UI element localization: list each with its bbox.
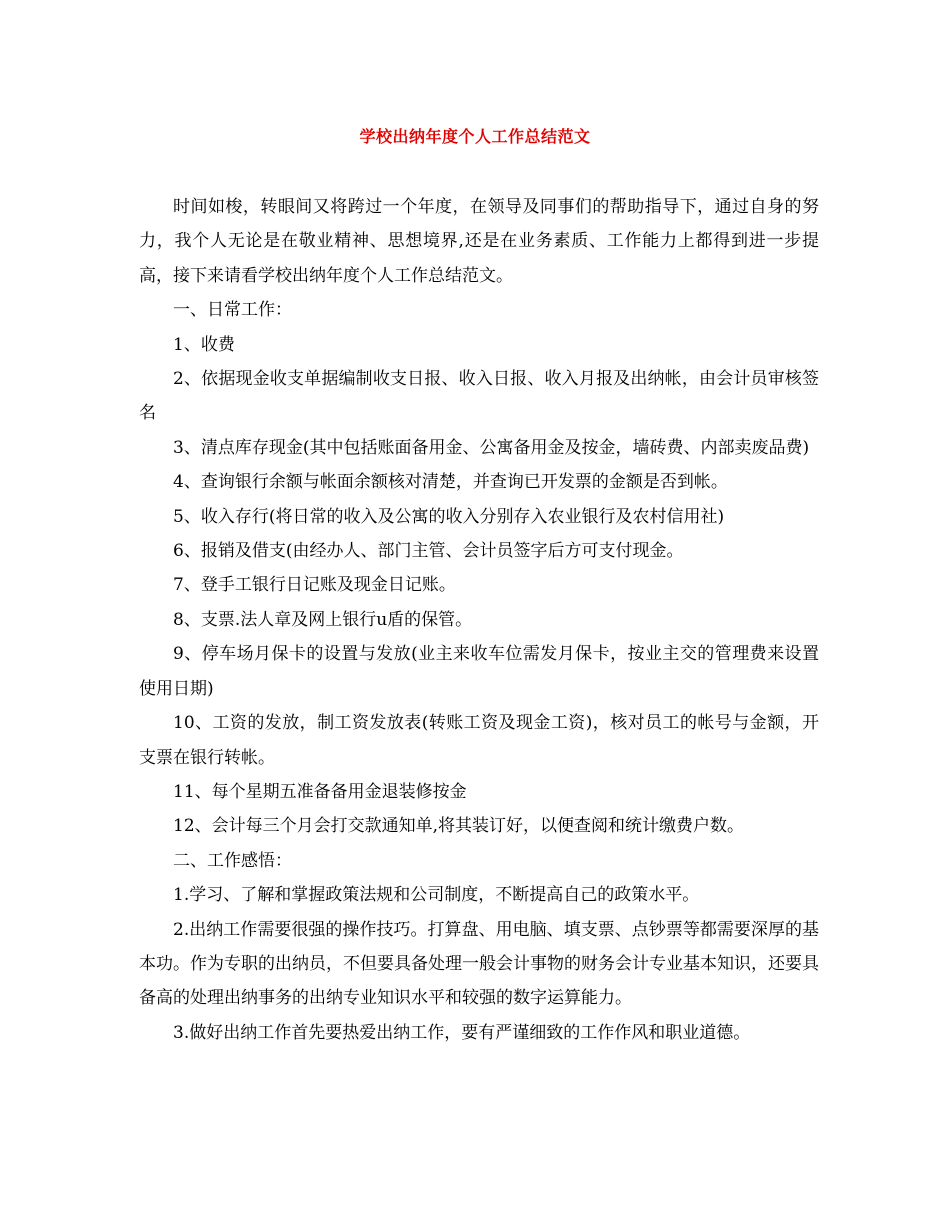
document-title: 学校出纳年度个人工作总结范文 bbox=[359, 127, 591, 146]
paragraph: 时间如梭，转眼间又将跨过一个年度，在领导及同事们的帮助指导下，通过自身的努力，我个人无论是在敬业精神、思想境界,还是在业务素质、工作能力上都得到进一步提高，接下来请看学校出纳年度个人工作总结范文。 bbox=[139, 197, 819, 286]
list-item: 5、收入存行(将日常的收入及公寓的收入分别存入农业银行及农村信用社) bbox=[173, 506, 725, 527]
list-item: 8、支票.法人章及网上银行u盾的保管。 bbox=[173, 609, 473, 630]
list-item: 4、查询银行余额与帐面余额核对清楚，并查询已开发票的金额是否到帐。 bbox=[173, 472, 728, 493]
section-heading: 二、工作感悟： bbox=[173, 850, 292, 871]
document-body bbox=[139, 190, 819, 1050]
list-item: 3.做好出纳工作首先要热爱出纳工作，要有严谨细致的工作作风和职业道德。 bbox=[173, 1022, 751, 1043]
list-item: 11、每个星期五准备备用金退装修按金 bbox=[173, 781, 467, 802]
list-item: 2.出纳工作需要很强的操作技巧。打算盘、用电脑、填支票、点钞票等都需要深厚的基本功。作为专职的出纳员，不但要具备处理一般会计事物的财务会计专业基本知识，还要具备高的处理出纳事务的出纳专业知识水平和较强的数字运算能力。 bbox=[139, 919, 819, 1009]
list-item: 9、停车场月保卡的设置与发放(业主来收车位需发月保卡，按业主交的管理费来设置使用日期) bbox=[139, 644, 819, 699]
section-heading: 一、日常工作： bbox=[173, 300, 292, 321]
list-item: 2、依据现金收支单据编制收支日报、收入日报、收入月报及出纳帐，由会计员审核签名 bbox=[139, 369, 819, 424]
list-item: 3、清点库存现金(其中包括账面备用金、公寓备用金及按金，墙砖费、内部卖废品费) bbox=[173, 437, 810, 458]
list-item: 12、会计每三个月会打交款通知单,将其装订好，以便查阅和统计缴费户数。 bbox=[173, 816, 745, 837]
list-item: 1.学习、了解和掌握政策法规和公司制度，不断提高自己的政策水平。 bbox=[173, 885, 700, 906]
list-item: 7、登手工银行日记账及现金日记账。 bbox=[173, 575, 456, 596]
list-item: 1、收费 bbox=[173, 334, 235, 355]
list-item: 6、报销及借支(由经办人、部门主管、会计员签字后方可支付现金。 bbox=[173, 541, 684, 562]
list-item: 10、工资的发放，制工资发放表(转账工资及现金工资)，核对员工的帐号与金额，开支票在银行转帐。 bbox=[139, 713, 819, 768]
